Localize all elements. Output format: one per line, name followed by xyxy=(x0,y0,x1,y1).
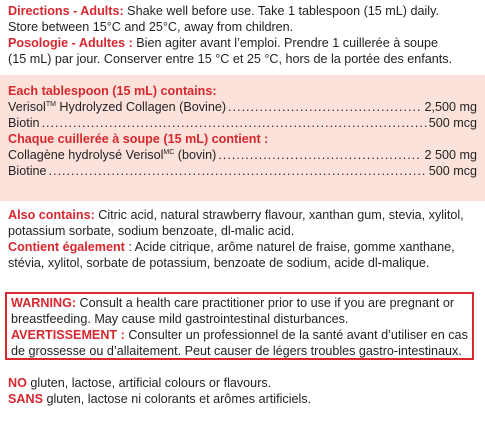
warning-fr-label: AVERTISSEMENT : xyxy=(11,328,125,342)
also-fr-label: Contient également xyxy=(8,240,125,254)
warning-fr-line2: de grossesse ou d’allaitement. Peut causer de légers troubles gastro-intestinaux. xyxy=(11,344,462,358)
contents-en-heading: Each tablespoon (15 mL) contains: xyxy=(8,84,217,98)
free-from-section xyxy=(8,375,477,407)
also-fr-line2: stévia, xylitol, sorbate de potassium, benzoate de sodium, acide dl-malique. xyxy=(8,256,430,270)
ingredient-name-b: Hydrolyzed Collagen (Bovine) xyxy=(55,100,227,114)
also-fr xyxy=(8,239,477,255)
warning-en-label: WARNING: xyxy=(11,296,77,310)
ingredient-name xyxy=(8,99,226,115)
ingredient-row xyxy=(8,163,477,179)
directions-fr-label: Posologie - Adultes : xyxy=(8,36,133,50)
warning-section xyxy=(11,295,471,359)
ingredient-row xyxy=(8,115,477,131)
ingredient-name-a: Collagène hydrolysé Verisol xyxy=(8,148,164,162)
also-en-line2: potassium sorbate, sodium benzoate, dl-malic acid. xyxy=(8,224,295,238)
ingredient-amount: 500 mcg xyxy=(428,116,477,130)
free-from-fr xyxy=(8,391,477,407)
directions-fr-line2: (15 mL) par jour. Conserver entre 15 °C et 25 °C, hors de la portée des enfants. xyxy=(8,52,453,66)
warning-fr-text1: Consulter un professionnel de la santé avant d’utiliser en cas xyxy=(124,328,468,342)
ingredient-amount: 2 500 mg xyxy=(424,148,477,162)
contents-section xyxy=(8,83,477,179)
also-fr-text1: : Acide citrique, arôme naturel de fraise, gomme xanthane, xyxy=(124,240,455,254)
free-from-fr-text: gluten, lactose ni colorants et arômes artificiels. xyxy=(43,392,312,406)
directions-en-label: Directions - Adults: xyxy=(8,4,124,18)
free-from-fr-label: SANS xyxy=(8,392,43,406)
free-from-en-text: gluten, lactose, artificial colours or flavours. xyxy=(26,376,272,390)
also-contains-section xyxy=(8,207,477,271)
ingredient-row xyxy=(8,147,477,163)
leader-dots xyxy=(218,147,422,163)
warning-fr xyxy=(11,327,471,343)
ingredient-name xyxy=(8,147,216,163)
directions-section xyxy=(8,3,477,67)
leader-dots xyxy=(228,99,422,115)
directions-fr-text1: Bien agiter avant l’emploi. Prendre 1 cuillerée à soupe xyxy=(132,36,439,50)
contents-fr-heading: Chaque cuillerée à soupe (15 mL) contient : xyxy=(8,132,269,146)
directions-fr xyxy=(8,35,477,51)
ingredient-row xyxy=(8,99,477,115)
ingredient-name-b: (bovin) xyxy=(174,148,217,162)
also-en-label: Also contains: xyxy=(8,208,95,222)
directions-en-line2: Store between 15°C and 25°C, away from children. xyxy=(8,20,294,34)
ingredient-amount: 500 mcg xyxy=(428,164,477,178)
free-from-en xyxy=(8,375,477,391)
also-en xyxy=(8,207,477,223)
trademark-mark: MC xyxy=(163,148,175,156)
ingredient-name: Biotin xyxy=(8,116,40,130)
trademark-mark: TM xyxy=(45,100,56,108)
warning-en xyxy=(11,295,471,311)
warning-en-line2: breastfeeding. May cause mild gastrointestinal disturbances. xyxy=(11,312,349,326)
ingredient-amount: 2,500 mg xyxy=(424,100,477,114)
directions-en-text1: Shake well before use. Take 1 tablespoon (15 mL) daily. xyxy=(123,4,439,18)
warning-en-text1: Consult a health care practitioner prior to use if you are pregnant or xyxy=(76,296,455,310)
also-en-text1: Citric acid, natural strawberry flavour, xanthan gum, stevia, xylitol, xyxy=(94,208,464,222)
directions-en xyxy=(8,3,477,19)
ingredient-name-a: Verisol xyxy=(8,100,46,114)
leader-dots xyxy=(49,163,427,179)
leader-dots xyxy=(42,115,427,131)
ingredient-name: Biotine xyxy=(8,164,47,178)
free-from-en-label: NO xyxy=(8,376,27,390)
